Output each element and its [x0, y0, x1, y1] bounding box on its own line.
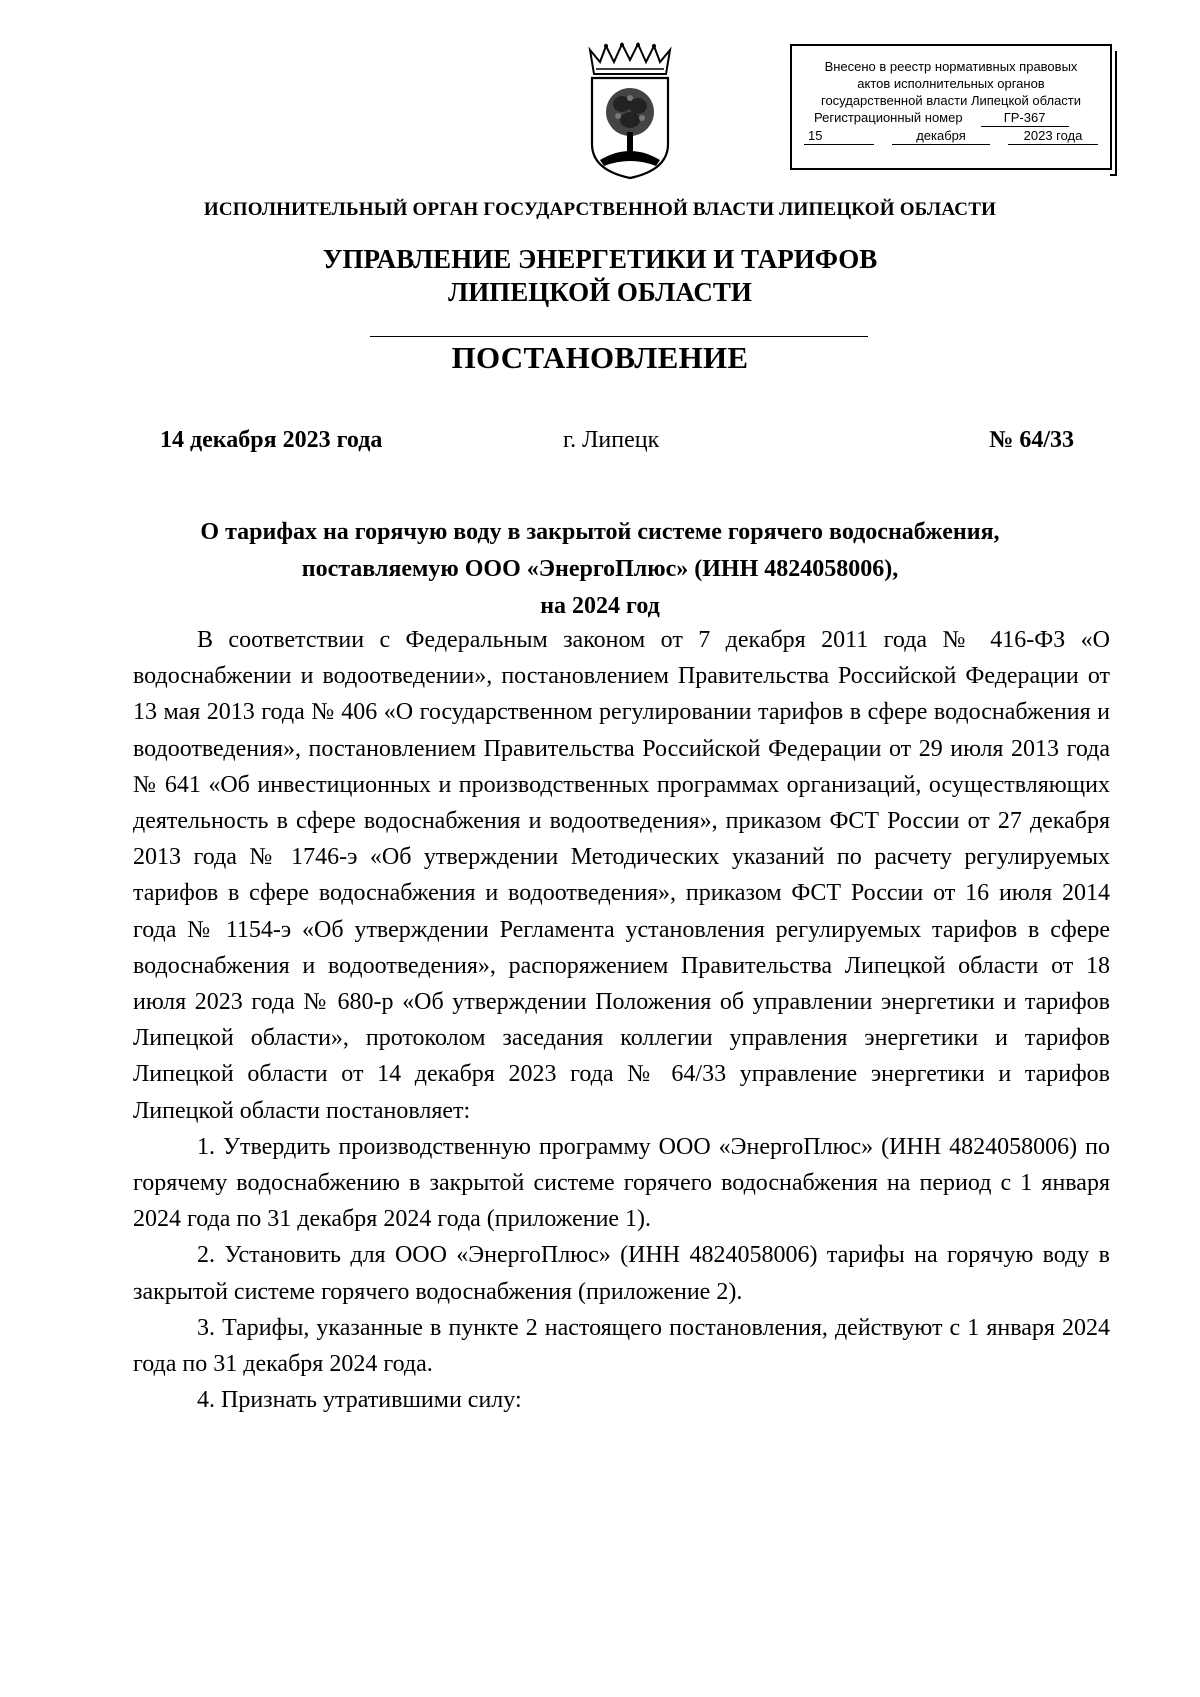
stamp-day: 15	[804, 127, 874, 145]
department-name-line-1: УПРАВЛЕНИЕ ЭНЕРГЕТИКИ И ТАРИФОВ	[322, 244, 878, 274]
title-line-2: поставляемую ООО «ЭнергоПлюс» (ИНН 4824058006),	[301, 556, 899, 582]
document-number: № 64/33	[989, 427, 1074, 453]
stamp-year: 2023 года	[1008, 127, 1098, 145]
stamp-line-3: государственной власти Липецкой области	[820, 93, 1082, 108]
lipetsk-coat-of-arms-icon	[586, 42, 674, 180]
issuing-authority: ИСПОЛНИТЕЛЬНЫЙ ОРГАН ГОСУДАРСТВЕННОЙ ВЛАСТИ ЛИПЕЦКОЙ ОБЛАСТИ	[203, 199, 997, 220]
clause-2: 2. Установить для ООО «ЭнергоПлюс» (ИНН 4824058006) тарифы на горячую воду в закрытой системе горячего водоснабжения (приложение 2).	[133, 1242, 1110, 1305]
stamp-month: декабря	[892, 127, 990, 145]
stamp-line-2: актов исполнительных органов	[857, 76, 1045, 91]
clause-4: 4. Признать утратившими силу:	[197, 1387, 522, 1414]
document-type: ПОСТАНОВЛЕНИЕ	[451, 340, 749, 375]
document-title	[90, 514, 1110, 625]
department-name-line-2: ЛИПЕЦКОЙ ОБЛАСТИ	[448, 277, 752, 307]
department-name	[0, 243, 1200, 309]
document-city: г. Липецк	[563, 427, 660, 453]
preamble-paragraph: В соответствии с Федеральным законом от 7 декабря 2011 года № 416-ФЗ «О водоснабжении и водоотведении», постановлением Правительства Российской Федерации от 13 мая 2013 года № 406 «О государственном регулировании тарифов в сфере водоснабжения и водоотведения», постановлением Правительства Российской Федерации от 29 июля 2013 года № 641 «Об инвестиционных и производственных программах организаций, осуществляющих деятельность в сфере водоснабжения и водоотведения», приказом ФСТ России от 27 декабря 2013 года № 1746-э «Об утверждении Методических указаний по расчету регулируемых тарифов в сфере водоснабжения и водоотведения», приказом ФСТ России от 16 июля 2014 года № 1154-э «Об утверждении Регламента установления регулируемых тарифов в сфере водоснабжения и водоотведения», распоряжением Правительства Липецкой области от 18 июля 2023 года № 680-р «Об утверждении Положения об управлении энергетики и тарифов Липецкой области», протоколом заседания коллегии управления энергетики и тарифов Липецкой области от 14 декабря 2023 года № 64/33 управление энергетики и тарифов Липецкой области постановляет:	[133, 627, 1110, 1124]
stamp-line-1: Внесено в реестр нормативных правовых	[824, 59, 1078, 74]
document-date: 14 декабря 2023 года	[160, 427, 383, 453]
stamp-reg-label: Регистрационный номер	[814, 110, 963, 125]
header-divider	[370, 336, 868, 337]
registry-stamp	[790, 44, 1112, 170]
title-line-1: О тарифах на горячую воду в закрытой системе горячего водоснабжения,	[200, 519, 1000, 545]
title-line-3: на 2024 год	[540, 593, 660, 619]
clause-1: 1. Утвердить производственную программу ООО «ЭнергоПлюс» (ИНН 4824058006) по горячему водоснабжению в закрытой системе горячего водоснабжения на период с 1 января 2024 года по 31 декабря 2024 года (приложение 1).	[133, 1133, 1110, 1233]
clause-3: 3. Тарифы, указанные в пункте 2 настоящего постановления, действуют с 1 января 2024 года по 31 декабря 2024 года.	[133, 1314, 1110, 1378]
stamp-date-row	[792, 127, 1110, 145]
document-body	[133, 622, 1110, 1418]
stamp-registration-row	[792, 109, 1110, 127]
stamp-reg-number: ГР-367	[981, 109, 1069, 127]
